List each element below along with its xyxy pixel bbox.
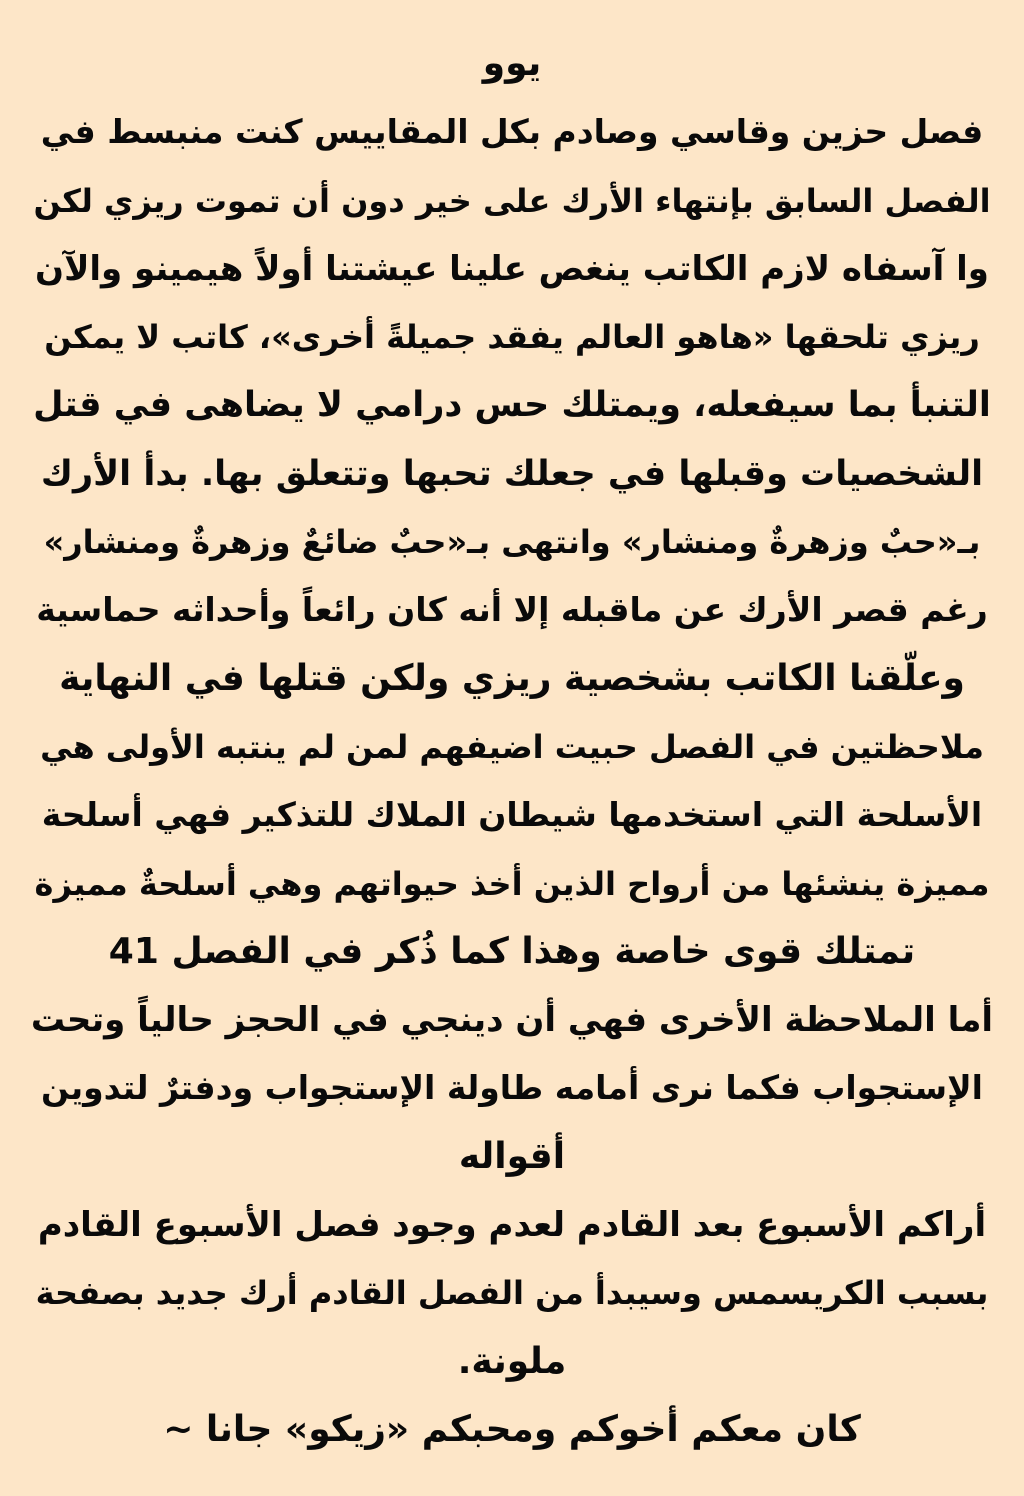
note-line: الشخصيات وقبلها في جعلك تحبها وتتعلق بها. بدأ الأرك xyxy=(40,453,984,494)
note-line: أقواله xyxy=(458,1135,566,1177)
note-line: فصل حزين وقاسي وصادم بكل المقاييس كنت منبسط في xyxy=(40,112,984,152)
note-line: الإستجواب فكما نرى أمامه طاولة الإستجواب ودفترٌ لتدوين xyxy=(41,1068,983,1108)
note-line: بـ«حبٌ وزهرةٌ ومنشار» وانتهى بـ«حبٌ ضائعٌ وزهرةٌ ومنشار» xyxy=(43,523,981,562)
note-line: ريزي تلحقها «هاهو العالم يفقد جميلةً أخرى»، كاتب لا يمكن xyxy=(44,318,980,357)
note-line: تمتلك قوى خاصة وهذا كما ذُكر في الفصل 41 xyxy=(108,930,916,972)
note-line: مميزة ينشئها من أرواح الذين أخذ حيواتهم وهي أسلحةٌ مميزة xyxy=(34,864,990,903)
note-line: أما الملاحظة الأخرى فهي أن دينجي في الحجز حالياً وتحت xyxy=(30,1000,994,1041)
note-line: الفصل السابق بإنتهاء الأرك على خير دون أن تموت ريزي لكن xyxy=(33,181,991,220)
note-line-signature: كان معكم أخوكم ومحبكم «زيكو» جانا ~ xyxy=(163,1408,861,1450)
note-line: وا آسفاه لازم الكاتب ينغص علينا عيشتنا أولاً هيمينو والآن xyxy=(35,248,989,289)
note-line-greeting: يوو xyxy=(482,43,542,84)
note-line: أراكم الأسبوع بعد القادم لعدم وجود فصل الأسبوع القادم xyxy=(37,1205,987,1246)
note-line: التنبأ بما سيفعله، ويمتلك حس درامي لا يضاهى في قتل xyxy=(33,385,991,426)
note-line: الأسلحة التي استخدمها شيطان الملاك للتذكير فهي أسلحة xyxy=(41,795,983,835)
note-line: وعلّقنا الكاتب بشخصية ريزي ولكن قتلها في النهاية xyxy=(59,657,965,699)
note-line: بسبب الكريسمس وسيبدأ من الفصل القادم أرك جديد بصفحة xyxy=(35,1274,989,1313)
note-line: رغم قصر الأرك عن ماقبله إلا أنه كان رائعاً وأحداثه حماسية xyxy=(36,590,988,630)
note-line: ملاحظتين في الفصل حبيت اضيفهم لمن لم ينتبه الأولى هي xyxy=(40,727,984,766)
note-line: ملونة. xyxy=(457,1340,567,1382)
